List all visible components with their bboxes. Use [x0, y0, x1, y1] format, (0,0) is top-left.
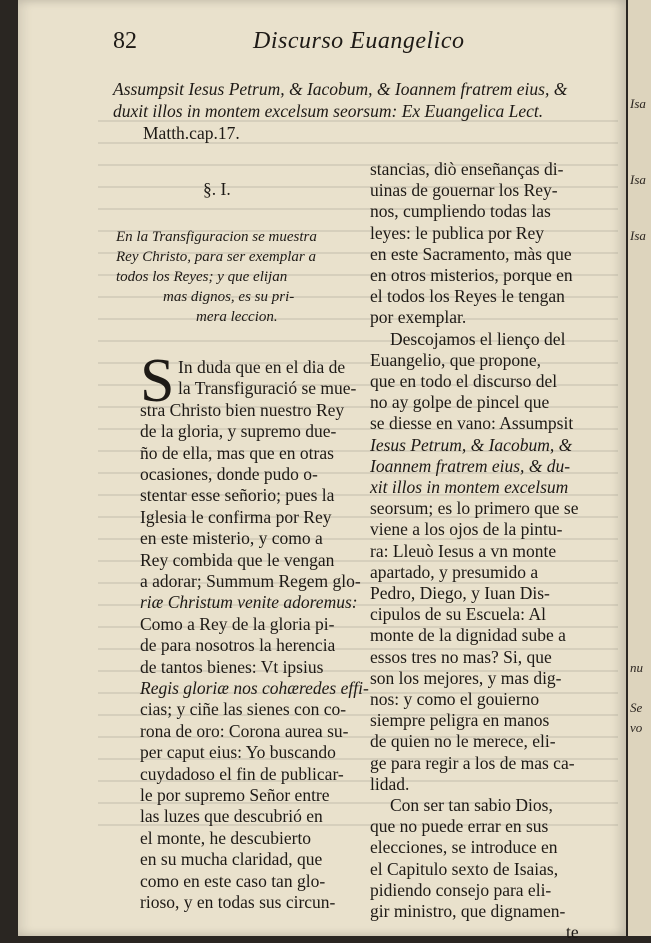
text-line: seorsum; es lo primero que se	[370, 498, 579, 519]
text-line: Descojamos el lienço del	[390, 328, 566, 349]
text-line: Regis gloriæ nos cohæredes effi-	[140, 678, 369, 698]
text-line: no ay golpe de pincel que	[370, 392, 550, 413]
text-line: apartado, y presumido a	[370, 561, 539, 582]
text-line: viene a los ojos de la pintu-	[370, 519, 563, 540]
text-line: Rey combida que le vengan	[140, 549, 335, 570]
drop-cap: S	[140, 347, 175, 415]
facing-page-fragment: vo	[630, 720, 643, 735]
text-line: xit illos in montem excelsum	[370, 477, 569, 497]
facing-page-fragment: nu	[630, 660, 643, 675]
text-line: pidiendo consejo para eli-	[370, 879, 552, 900]
text-line: se diesse en vano: Assumpsit	[370, 413, 574, 434]
text-line: el Capitulo sexto de Isaias,	[370, 858, 559, 879]
text-line: Pedro, Diego, y Iuan Dis-	[370, 583, 550, 603]
text-line: por exemplar.	[370, 307, 467, 328]
text-line: de tantos bienes: Vt ipsius	[140, 656, 324, 677]
text-line: monte de la dignidad sube a	[370, 625, 566, 646]
text-line: riæ Christum venite adoremus:	[140, 592, 358, 613]
text-line: ocasiones, donde pudo o-	[140, 464, 318, 484]
side-heading-line: mas dignos, es su pri-	[163, 289, 295, 305]
page-header	[113, 28, 613, 60]
text-line: de la gloria, y supremo due-	[140, 421, 337, 442]
epigraph-line: duxit illos in montem excelsum seorsum: Ex Euangelica Lect.	[113, 101, 544, 121]
text-line: Con ser tan sabio Dios,	[390, 795, 553, 815]
running-title: Discurso Euangelico	[253, 28, 465, 54]
text-line: In duda que en el dia de	[178, 357, 346, 377]
facing-page-fragment: Se	[630, 700, 643, 715]
side-heading-line: todos los Reyes; y que elijan	[116, 269, 288, 285]
text-line: per caput eius: Yo buscando	[140, 742, 336, 763]
side-heading-line: En la Transfiguracion se muestra	[116, 229, 317, 245]
text-line: el monte, he descubierto	[140, 827, 312, 848]
text-line: de para nosotros la herencia	[140, 635, 336, 656]
text-line: la Transfiguració se mue-	[178, 378, 357, 399]
book-page	[18, 0, 626, 943]
page-number: 82	[113, 28, 137, 54]
facing-page-fragment: Isa	[630, 96, 646, 111]
text-line: Iglesia le confirma por Rey	[140, 506, 332, 527]
text-line: a adorar; Summum Regem glo-	[140, 571, 361, 591]
text-line: en su mucha claridad, que	[140, 849, 323, 870]
section-mark: §. I.	[203, 179, 231, 199]
epigraph-line: Assumpsit Iesus Petrum, & Iacobum, & Ioannem fratrem eius, &	[113, 79, 568, 99]
facing-page-fragment: Isa	[630, 228, 646, 243]
text-line: essos tres no mas? Si, que	[370, 646, 552, 667]
text-line: stancias, diò enseñanças di-	[370, 159, 564, 179]
text-line: Iesus Petrum, & Iacobum, &	[370, 434, 573, 455]
text-line: en otros misterios, porque en	[370, 265, 573, 285]
side-heading-line: mera leccion.	[196, 309, 278, 325]
text-line: cuydadoso el fin de publicar-	[140, 763, 344, 784]
epigraph-line: Matth.cap.17.	[143, 123, 240, 143]
facing-page-edge	[628, 0, 651, 936]
text-line: leyes: le publica por Rey	[370, 222, 544, 243]
text-line: elecciones, se introduce en	[370, 837, 558, 858]
text-line: lidad.	[370, 773, 410, 794]
text-line: cipulos de su Escuela: Al	[370, 604, 546, 625]
text-line: cias; y ciñe las sienes con co-	[140, 699, 347, 720]
text-line: que no puede errar en sus	[370, 816, 549, 837]
text-line: ño de ella, mas que en otras	[140, 442, 334, 463]
text-line: nos: y como el gouierno	[370, 689, 540, 709]
text-line: rona de oro: Corona aurea su-	[140, 720, 349, 741]
text-line: el todos los Reyes le tengan	[370, 286, 565, 307]
text-line: que en todo el discurso del	[370, 371, 558, 391]
text-line: stentar esse señorio; pues la	[140, 485, 335, 506]
text-line: como en este caso tan glo-	[140, 870, 326, 891]
text-line: uinas de gouernar los Rey-	[370, 180, 558, 201]
text-line: le por supremo Señor entre	[140, 785, 330, 805]
text-line: siempre peligra en manos	[370, 710, 550, 731]
text-line: las luzes que descubrió en	[140, 806, 323, 827]
text-line: son los mejores, y mas dig-	[370, 667, 562, 688]
text-line: Como a Rey de la gloria pi-	[140, 613, 335, 634]
text-line: Euangelio, que propone,	[370, 349, 542, 370]
text-line: en este Sacramento, màs que	[370, 243, 572, 264]
text-line: de quien no le merece, eli-	[370, 731, 556, 752]
catchword: te	[566, 922, 579, 943]
text-line: ge para regir a los de mas ca-	[370, 752, 575, 773]
text-line: stra Christo bien nuestro Rey	[140, 399, 345, 420]
text-line: en este misterio, y como a	[140, 528, 323, 549]
text-line: ra: Lleuò Iesus a vn monte	[370, 540, 557, 561]
text-line: gir ministro, que dignamen-	[370, 901, 566, 921]
text-line: Ioannem fratrem eius, & du-	[370, 455, 571, 476]
facing-page-fragment: Isa	[630, 172, 646, 187]
text-line: rioso, y en todas sus circun-	[140, 892, 336, 912]
side-heading-line: Rey Christo, para ser exemplar a	[116, 249, 316, 265]
text-line: nos, cumpliendo todas las	[370, 201, 551, 222]
